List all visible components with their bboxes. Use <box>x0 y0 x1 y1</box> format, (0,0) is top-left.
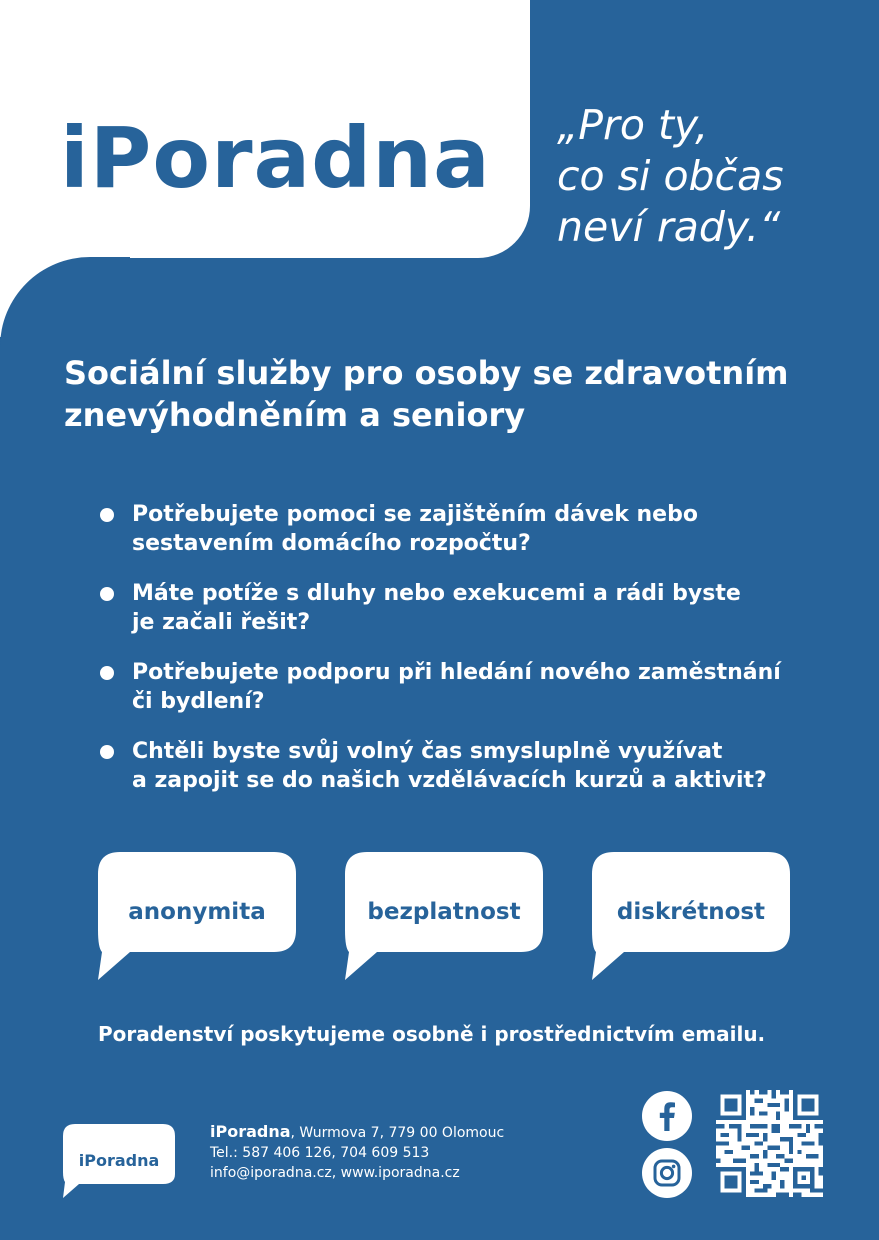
question-line: Chtěli byste svůj volný čas smysluplně využívat <box>132 739 723 764</box>
bullet-icon <box>100 587 114 601</box>
brand-logo: iPoradna <box>60 109 491 207</box>
bullet-icon <box>100 666 114 680</box>
tagline-line: neví rady.“ <box>557 203 781 251</box>
list-item <box>96 579 816 637</box>
value-label: diskrétnost <box>616 899 766 925</box>
list-item <box>96 658 816 716</box>
contact-block <box>210 1122 504 1183</box>
facebook-link[interactable] <box>642 1091 692 1141</box>
contact-web[interactable]: info@iporadna.cz, www.iporadna.cz <box>210 1165 460 1181</box>
value-bubble-anonymity <box>98 852 296 980</box>
question-line: Máte potíže s dluhy nebo exekucemi a rádi byste <box>132 581 741 606</box>
footer-logo-text: iPoradna <box>78 1151 160 1170</box>
question-line: a zapojit se do našich vzdělávacích kurzů a aktivit? <box>132 768 767 793</box>
value-bubble-free <box>345 852 543 980</box>
bullet-icon <box>100 508 114 522</box>
bullet-icon <box>100 745 114 759</box>
title-line: znevýhodněním a seniory <box>64 396 526 434</box>
value-label: anonymita <box>128 899 266 925</box>
instagram-icon <box>642 1148 692 1198</box>
tagline-line: „Pro ty, <box>557 101 709 149</box>
contact-org: iPoradna <box>210 1122 291 1141</box>
value-bubble-discretion <box>592 852 790 980</box>
qr-code-icon <box>716 1090 823 1197</box>
footer-logo <box>63 1124 175 1200</box>
tagline-line: co si občas <box>557 152 784 200</box>
question-line: je začali řešit? <box>132 610 311 635</box>
question-line: či bydlení? <box>132 689 265 714</box>
facebook-icon <box>642 1091 692 1141</box>
contact-address: , Wurmova 7, 779 00 Olomouc <box>290 1125 505 1141</box>
question-line: Potřebujete podporu při hledání nového zaměstnání <box>132 660 781 685</box>
instagram-link[interactable] <box>642 1148 692 1198</box>
page-title <box>64 352 824 436</box>
tagline <box>557 100 784 253</box>
title-line: Sociální služby pro osoby se zdravotním <box>64 354 789 392</box>
question-list <box>96 500 816 816</box>
consultation-note: Poradenství poskytujeme osobně i prostřednictvím emailu. <box>98 1022 766 1046</box>
list-item <box>96 737 816 795</box>
value-label: bezplatnost <box>367 899 521 925</box>
contact-phone: Tel.: 587 406 126, 704 609 513 <box>210 1145 430 1161</box>
question-line: Potřebujete pomoci se zajištěním dávek nebo <box>132 502 698 527</box>
qr-code <box>716 1090 823 1197</box>
list-item <box>96 500 816 558</box>
question-line: sestavením domácího rozpočtu? <box>132 531 531 556</box>
contact-address-line <box>210 1122 504 1143</box>
